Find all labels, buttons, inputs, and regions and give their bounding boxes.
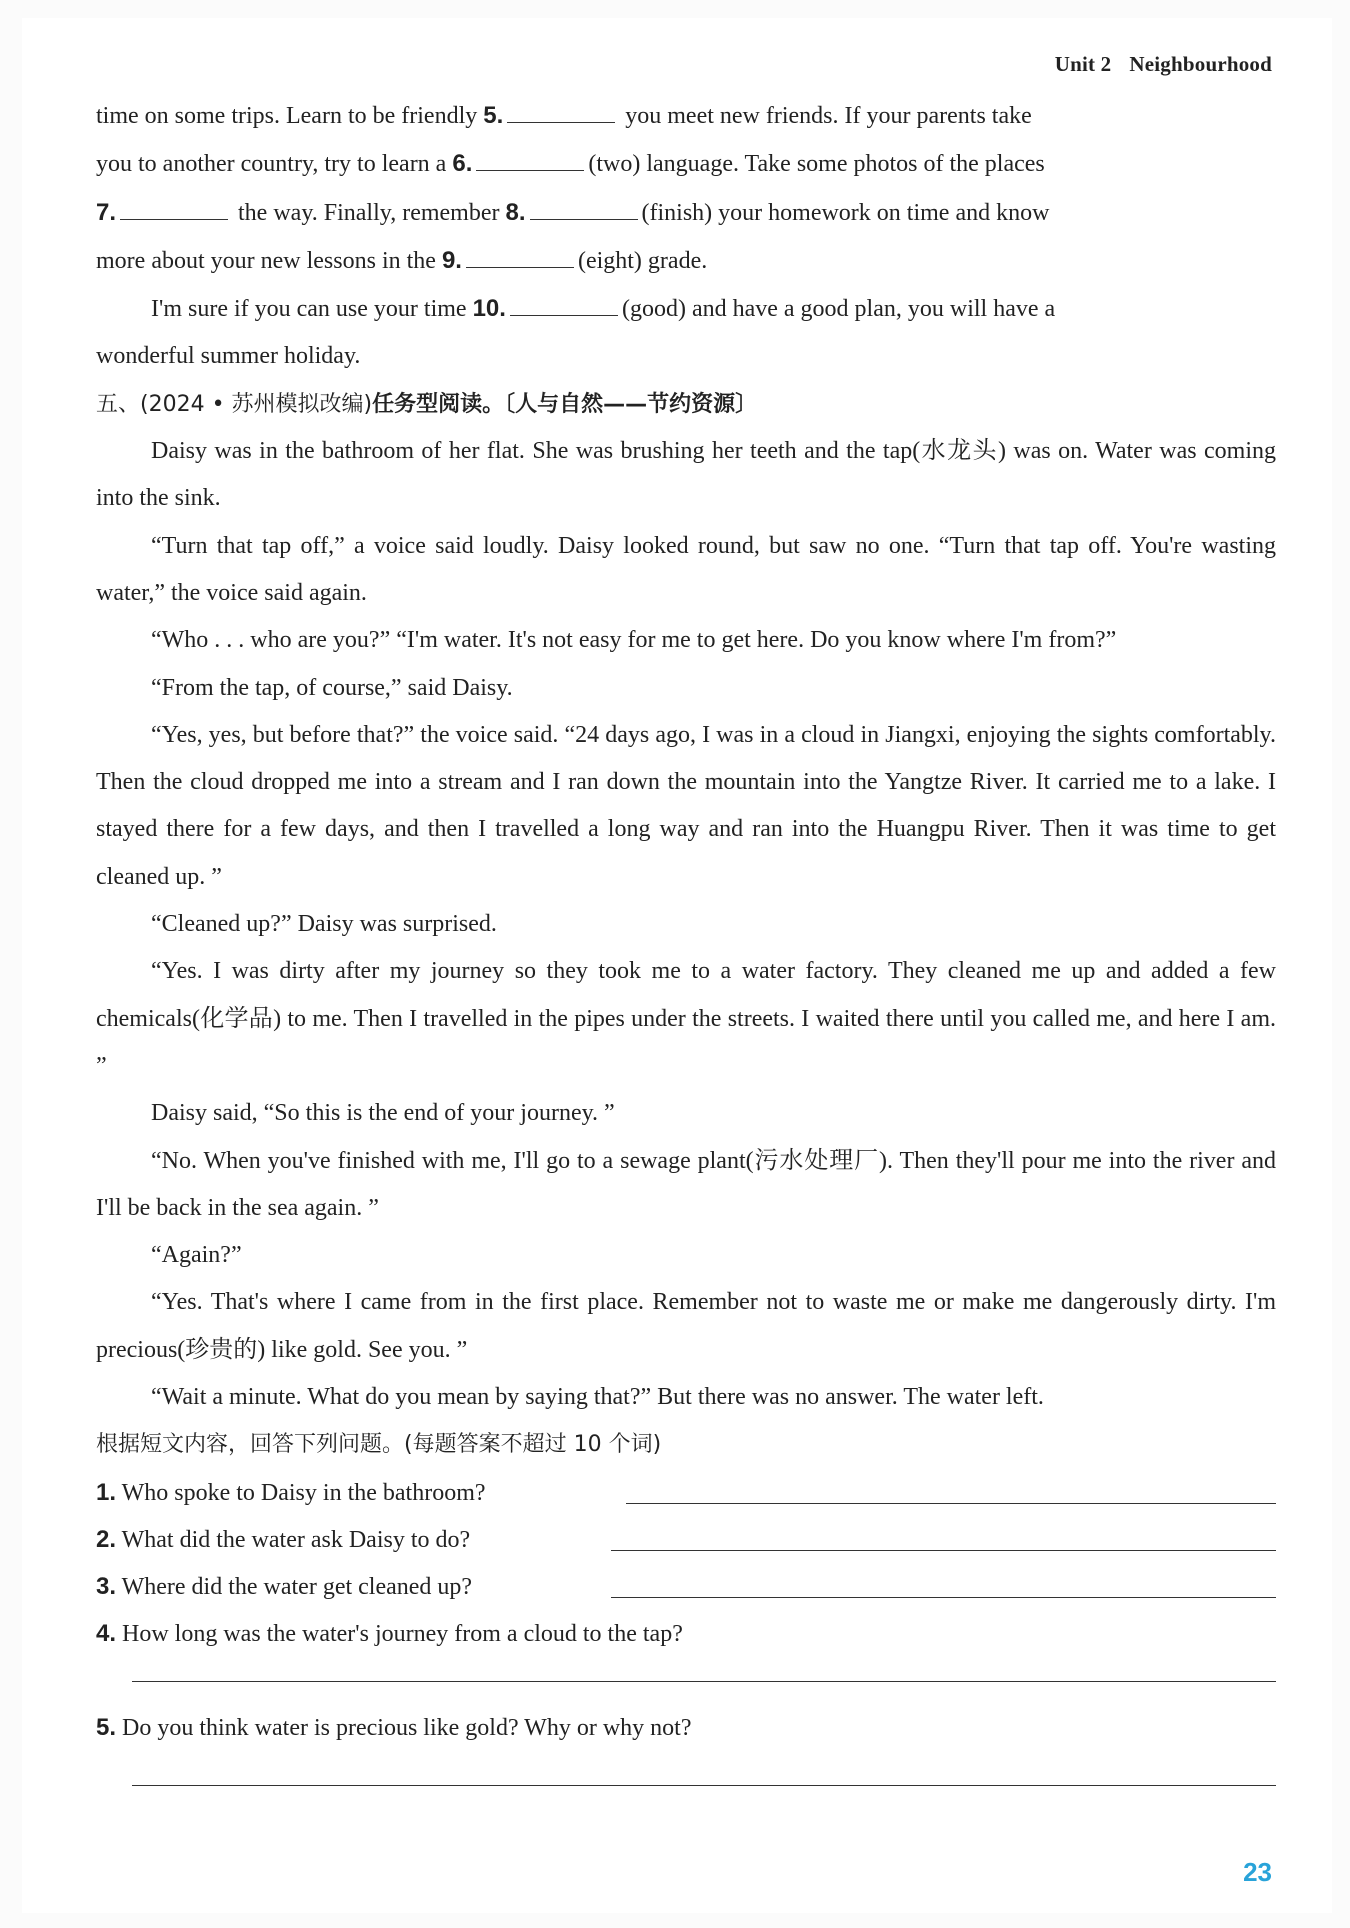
answer-line-2[interactable] [611,1549,1276,1551]
text: (two) language. Take some photos of the places [588,151,1045,178]
passage-paragraph: Daisy was in the bathroom of her flat. She was brushing her teeth and the tap(水龙头) was on. Water was coming into the sink. [96,438,1276,512]
answer-line-1[interactable] [626,1502,1276,1504]
text: the way. Finally, remember [232,199,506,226]
cloze-line [96,237,1276,285]
question-number: 4. [96,1619,117,1647]
blank-10[interactable] [510,293,618,316]
running-header [1055,52,1272,77]
blank-9[interactable] [466,245,574,268]
passage-paragraph: “Who . . . who are you?” “I'm water. It's not easy for me to get here. Do you know where I'm from?” [151,627,1117,654]
text: (good) and have a good plan, you will have a [621,296,1056,323]
passage-paragraph: “Yes. I was dirty after my journey so they took me to a water factory. They cleaned me up and added a few chemicals(化学品) to me. Then I travelled in the pipes under the streets. I waited there until you called me, and here I am. ” [96,958,1276,1079]
blank-number-5: 5. [483,102,504,129]
blank-6[interactable] [476,148,584,171]
blank-8[interactable] [530,197,638,220]
text: (finish) your homework on time and know [641,199,1050,226]
question-text: Who spoke to Daisy in the bathroom? [121,1479,486,1506]
answer-line-5[interactable] [132,1785,1276,1786]
question-number: 2. [96,1525,117,1553]
passage-paragraph: “Turn that tap off,” a voice said loudly. Daisy looked round, but saw no one. “Turn that tap off. You're wasting water,” the voice said again. [96,532,1276,606]
blank-number-8: 8. [505,198,526,226]
question-text: How long was the water's journey from a cloud to the tap? [122,1620,683,1647]
section-theme: 〔人与自然——节约资源〕 [504,391,758,417]
question-text: Do you think water is precious like gold? Why or why not? [122,1714,692,1741]
question-number: 1. [96,1478,117,1506]
passage-paragraph: “Yes, yes, but before that?” the voice said. “24 days ago, I was in a cloud in Jiangxi, enjoying the sights comfortably. Then the cloud dropped me into a stream and I ran down the mountain into the Yangtze River. It carried me to a lake. I stayed there for a few days, and then I travelled a long way and ran into the Huangpu River. Then it was time to get cleaned up. ” [96,721,1276,890]
passage-paragraph: “From the tap, of course,” said Daisy. [151,674,513,701]
passage-paragraph: “No. When you've finished with me, I'll go to a sewage plant(污水处理厂). Then they'll pour me into the river and I'll be back in the sea again. ” [96,1147,1276,1221]
question-number: 3. [96,1572,117,1600]
question-text: What did the water ask Daisy to do? [121,1526,471,1553]
text: (eight) grade. [577,247,708,274]
content [96,92,1276,1798]
question-3 [96,1563,1276,1610]
passage-paragraph: “Yes. That's where I came from in the first place. Remember not to waste me or make me dangerously dirty. I'm precious(珍贵的) like gold. See you. ” [96,1289,1276,1363]
passage-paragraph: “Cleaned up?” Daisy was surprised. [151,911,497,938]
cloze-line [96,92,1276,140]
passage-paragraph: Daisy said, “So this is the end of your journey. ” [151,1100,615,1127]
question-5 [96,1704,1276,1751]
unit-label: Unit 2 [1054,52,1112,76]
question-number: 5. [96,1713,117,1741]
passage-paragraph: “Again?” [151,1242,242,1269]
instruction: 根据短文内容，回答下列问题。(每题答案不超过 10 个词) [96,1432,662,1458]
blank-5[interactable] [507,100,615,123]
question-2 [96,1516,1276,1563]
text: you to another country, try to learn a [96,151,453,178]
question-1 [96,1469,1276,1516]
answer-line-3[interactable] [611,1596,1276,1598]
blank-number-10: 10. [472,295,506,323]
section-source: 五、(2024 • 苏州模拟改编) [96,391,373,417]
text: you meet new friends. If your parents take [619,103,1032,129]
blank-number-7: 7. [96,198,117,226]
answer-line-4-row [96,1657,1276,1704]
cloze-line [96,285,1276,333]
cloze-line [96,140,1276,188]
blank-number-6: 6. [452,150,473,178]
answer-line-4[interactable] [132,1681,1276,1682]
answer-line-5-row [96,1751,1276,1798]
section-title [96,381,1276,428]
question-4 [96,1610,1276,1657]
text: more about your new lessons in the [96,247,442,274]
page-number: 23 [1243,1857,1272,1887]
section-label: 任务型阅读。 [372,391,505,417]
question-text: Where did the water get cleaned up? [121,1573,473,1600]
blank-7[interactable] [120,197,228,220]
cloze-line [96,189,1276,237]
passage-paragraph: “Wait a minute. What do you mean by saying that?” But there was no answer. The water left. [151,1384,1044,1411]
text: I'm sure if you can use your time [151,296,473,323]
cloze-line: wonderful summer holiday. [96,343,361,370]
text: time on some trips. Learn to be friendly [96,103,484,129]
unit-title: Neighbourhood [1129,52,1272,76]
blank-number-9: 9. [441,246,462,274]
